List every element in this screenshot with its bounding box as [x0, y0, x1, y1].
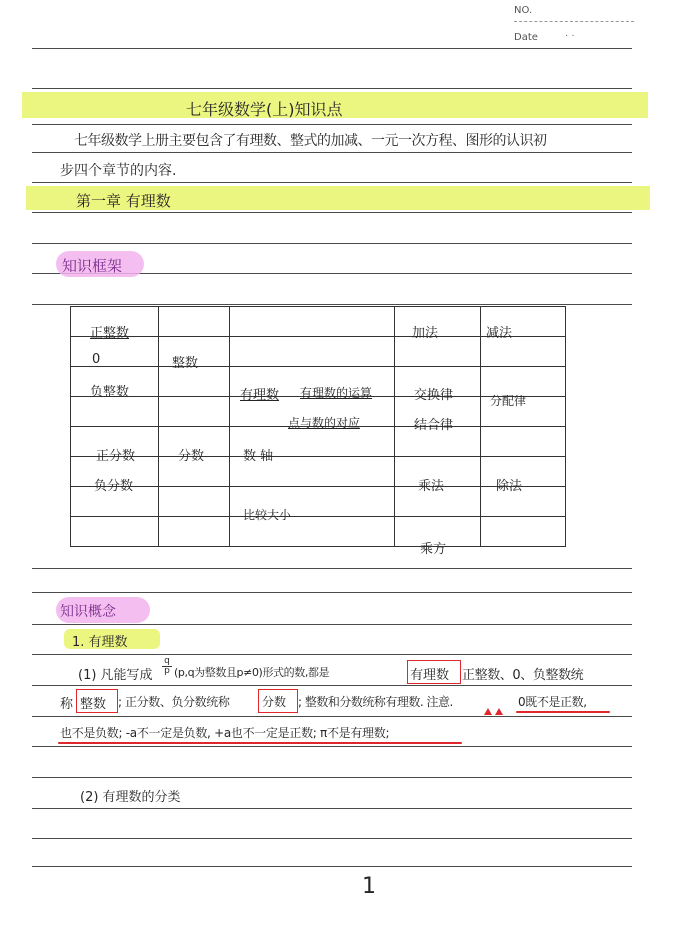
concepts-heading: 知识概念 — [60, 604, 116, 620]
def-line-1-a: (1) 凡能写成 — [78, 668, 153, 683]
def-line-2-d: 0既不是正数, — [518, 695, 587, 709]
def-line-2-a: 称 — [60, 697, 74, 712]
def-line-1-c: 正整数、0、负整数统 — [462, 668, 584, 683]
header-date-label: Date — [514, 32, 538, 43]
fw-integer: 整数 — [172, 356, 199, 371]
def-line-1-b: (p,q为整数且p≠0)形式的数,都是 — [174, 666, 330, 679]
red-underline-2 — [58, 742, 462, 744]
section-1-heading: 1. 有理数 — [72, 635, 128, 650]
header-date-dots: · · — [565, 31, 575, 42]
ruled-line — [32, 568, 632, 569]
fw-distributive: 分配律 — [490, 394, 527, 408]
warning-marker-1 — [484, 708, 492, 715]
ruled-line — [32, 777, 632, 778]
ruled-line — [32, 685, 632, 686]
fw-associative: 结合律 — [414, 418, 454, 433]
def-line-2-c: ; 整数和分数统称有理数. 注意. — [298, 695, 453, 709]
ruled-line — [32, 716, 632, 717]
def-line-3: 也不是负数; -a不一定是负数, +a也不一定是正数; π不是有理数; — [60, 726, 390, 740]
page-title: 七年级数学(上)知识点 — [186, 100, 343, 119]
ruled-line — [32, 182, 632, 183]
ruled-line — [32, 48, 632, 49]
ruled-line — [32, 808, 632, 809]
chapter-heading: 第一章 有理数 — [76, 192, 171, 210]
fraction-q-over-p — [162, 657, 172, 676]
fw-rational: 有理数 — [240, 388, 280, 403]
fw-positive-fraction: 正分数 — [96, 449, 136, 464]
fw-addition: 加法 — [412, 326, 439, 341]
ruled-line — [32, 243, 632, 244]
fw-operations: 有理数的运算 — [300, 386, 373, 400]
fw-negative-fraction: 负分数 — [94, 479, 134, 494]
fw-point-correspondence: 点与数的对应 — [288, 416, 361, 430]
warning-marker-2 — [495, 708, 503, 715]
fw-division: 除法 — [496, 479, 523, 494]
ruled-line — [32, 624, 632, 625]
def-rational-boxed: 有理数 — [410, 668, 450, 683]
header-no-label: NO. — [514, 5, 533, 16]
fraction-numerator: q — [164, 656, 170, 666]
def-fraction-boxed: 分数 — [262, 695, 287, 709]
ruled-line — [32, 746, 632, 747]
ruled-line — [32, 212, 632, 213]
fw-subtraction: 减法 — [486, 326, 513, 341]
def-line-2-b: ; 正分数、负分数统称 — [118, 695, 230, 709]
ruled-line — [32, 866, 632, 867]
subsection-2-heading: (2) 有理数的分类 — [80, 790, 181, 805]
ruled-line — [32, 838, 632, 839]
ruled-line — [32, 304, 632, 305]
fw-power: 乘方 — [420, 542, 447, 557]
fw-number-line: 数 轴 — [243, 449, 274, 464]
red-underline-1 — [516, 711, 610, 713]
ruled-line — [32, 654, 632, 655]
ruled-line — [32, 88, 632, 89]
intro-line-2: 步四个章节的内容. — [60, 163, 177, 179]
fw-multiplication: 乘法 — [418, 479, 445, 494]
fw-zero: 0 — [92, 352, 101, 367]
fw-compare: 比较大小 — [243, 508, 292, 522]
intro-line-1: 七年级数学上册主要包含了有理数、整式的加减、一元一次方程、图形的认识初 — [74, 133, 547, 149]
fw-fraction: 分数 — [178, 449, 205, 464]
fw-positive-integer: 正整数 — [90, 326, 130, 341]
framework-heading: 知识框架 — [62, 257, 123, 275]
ruled-line — [32, 592, 632, 593]
fraction-denominator: p — [164, 666, 170, 676]
fw-commutative: 交换律 — [414, 388, 454, 403]
ruled-line — [32, 124, 632, 125]
page-number: 1 — [362, 874, 376, 899]
fw-negative-integer: 负整数 — [90, 385, 130, 400]
ruled-line — [32, 152, 632, 153]
def-integer-boxed: 整数 — [80, 697, 107, 712]
header-no-dotted-line — [514, 21, 634, 22]
